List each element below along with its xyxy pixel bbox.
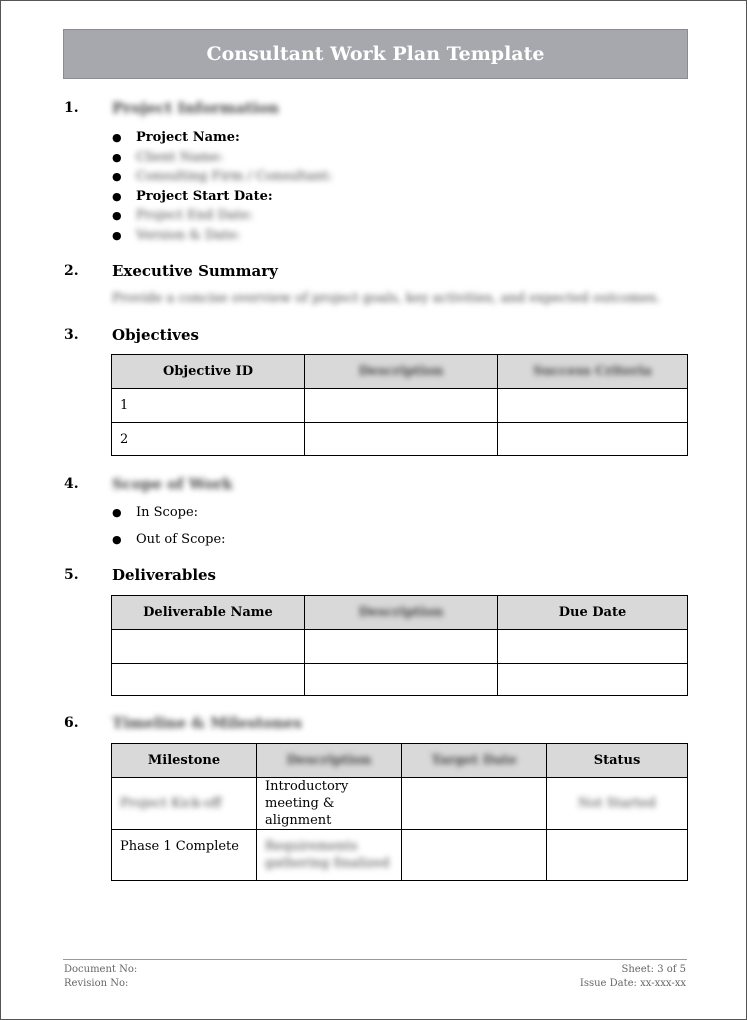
bullet-icon: ● [112,170,122,184]
table-cell[interactable]: Requirements gathering finalized [257,830,402,881]
section-1-title: Project Information [112,99,279,117]
table-cell[interactable] [305,389,498,423]
section-5-number: 5. [64,567,79,583]
table-header: Objective ID [112,355,305,389]
table-header: Success Criteria [498,355,688,389]
document-number: Document No: [64,964,138,975]
table-header: Description [305,596,498,630]
list-item: ● Project End Date: [112,208,253,224]
table-cell[interactable] [498,630,688,664]
table-cell[interactable]: Introductory meeting & alignment [257,778,402,830]
section-4-title: Scope of Work [112,475,233,493]
bullet-icon: ● [112,189,122,203]
footer-right [580,963,686,991]
table-cell[interactable] [498,389,688,423]
table-cell[interactable]: Phase 1 Complete [112,830,257,881]
table-header-row [112,355,688,389]
bullet-icon: ● [112,533,122,546]
deliverables-table [111,595,688,696]
section-3-number: 3. [64,327,79,343]
bullet-icon: ● [112,209,122,223]
table-header: Due Date [498,596,688,630]
bullet-icon: ● [112,150,122,164]
list-item: ● Project Start Date: [112,188,273,204]
revision-number: Revision No: [64,978,129,989]
section-1-number: 1. [64,100,79,116]
table-header-row [112,596,688,630]
section-3-title: Objectives [112,326,199,344]
list-item: ● In Scope: [112,505,199,520]
milestones-table [111,743,688,881]
table-cell[interactable] [547,830,688,881]
table-cell[interactable]: 1 [112,389,305,423]
table-header: Deliverable Name [112,596,305,630]
bullet-icon: ● [112,131,122,145]
table-cell[interactable] [498,423,688,456]
sheet-number: Sheet: 3 of 5 [621,964,686,975]
table-row [112,830,688,881]
table-header: Milestone [112,744,257,778]
list-item: ● Client Name: [112,149,224,165]
footer-divider [63,959,687,960]
table-cell[interactable]: Not Started [547,778,688,830]
table-row [112,423,688,456]
table-cell[interactable]: 2 [112,423,305,456]
table-row [112,664,688,696]
section-2-number: 2. [64,263,79,279]
table-cell[interactable]: Project Kick-off [112,778,257,830]
table-header-row [112,744,688,778]
table-cell[interactable] [305,423,498,456]
bullet-icon: ● [112,228,122,242]
project-info-list [112,128,332,245]
table-cell[interactable] [112,630,305,664]
bullet-icon: ● [112,506,122,519]
table-header: Target Date [402,744,547,778]
table-row [112,389,688,423]
issue-date: Issue Date: xx-xxx-xx [579,978,686,989]
table-header: Description [305,355,498,389]
table-cell[interactable] [305,630,498,664]
section-4-number: 4. [64,476,79,492]
list-item: ● Version & Date: [112,227,241,243]
footer-left [64,963,137,991]
table-header: Description [257,744,402,778]
document-title: Consultant Work Plan Template [63,29,688,79]
table-header: Status [547,744,688,778]
table-cell[interactable] [112,664,305,696]
list-item: ● Out of Scope: [112,532,226,547]
table-row [112,630,688,664]
scope-list [112,499,226,553]
executive-summary-text: Provide a concise overview of project goals, key activities, and expected outcomes. [112,291,661,306]
table-cell[interactable] [305,664,498,696]
section-6-title: Timeline & Milestones [112,714,302,732]
objectives-table [111,354,688,456]
table-row [112,778,688,830]
table-cell[interactable] [402,830,547,881]
table-cell[interactable] [498,664,688,696]
list-item: ● Project Name: [112,130,240,146]
section-5-title: Deliverables [112,566,217,584]
section-2-title: Executive Summary [112,262,278,280]
list-item: ● Consulting Firm / Consultant: [112,169,333,185]
section-6-number: 6. [64,715,79,731]
table-cell[interactable] [402,778,547,830]
